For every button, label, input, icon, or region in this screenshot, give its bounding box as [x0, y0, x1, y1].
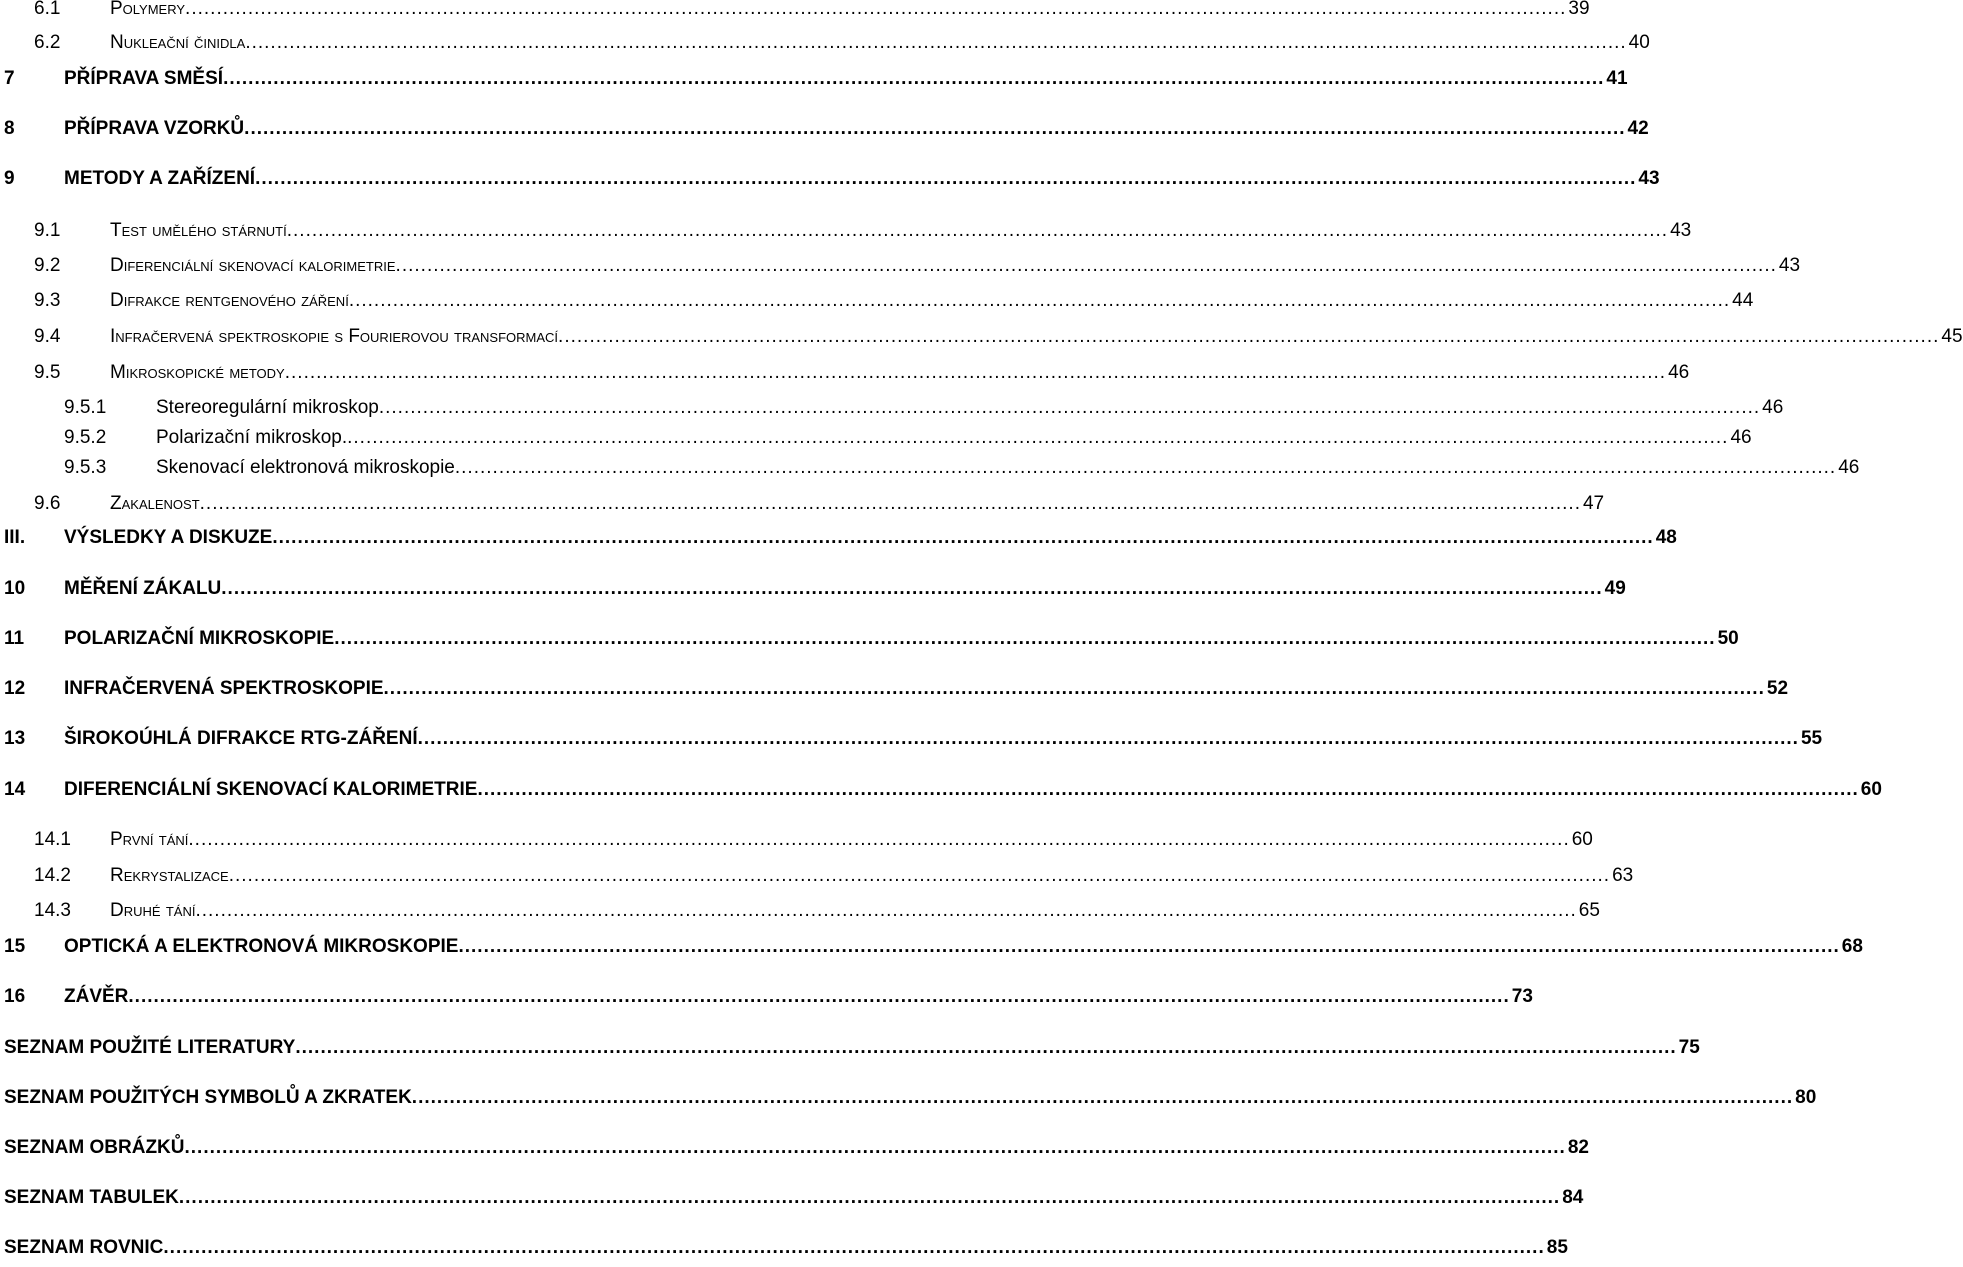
- toc-entry-title: SEZNAM POUŽITÉ LITERATURY: [4, 1037, 296, 1058]
- toc-entry-number: 12: [4, 678, 26, 699]
- toc-entry[interactable]: [0, 68, 1628, 98]
- dot-leader: ............................................................................................................................................................................................................................: [458, 936, 1840, 957]
- toc-entry-page: 80: [1795, 1087, 1817, 1108]
- dot-leader: ............................................................................................................................................................................................................................: [454, 457, 1837, 478]
- toc-entry-number: 16: [4, 986, 26, 1007]
- toc-entry-page: 73: [1511, 986, 1533, 1007]
- toc-entry-number: 9: [4, 168, 15, 189]
- toc-entry[interactable]: [0, 779, 1882, 809]
- toc-entry[interactable]: [0, 397, 1784, 427]
- toc-entry-number: 14.2: [34, 865, 71, 886]
- toc-entry-page: 63: [1612, 865, 1634, 886]
- toc-entry-title: Druhé tání: [110, 900, 196, 921]
- toc-entry-number: 13: [4, 728, 26, 749]
- toc-entry-title: Stereoregulární mikroskop: [156, 397, 379, 418]
- toc-entry[interactable]: [0, 986, 1533, 1016]
- toc-entry-page: 65: [1578, 900, 1600, 921]
- toc-entry[interactable]: [0, 326, 1963, 356]
- toc-entry-title: PŘÍPRAVA SMĚSÍ: [64, 68, 224, 89]
- dot-leader: ............................................................................................................................................................................................................................: [184, 1137, 1566, 1158]
- toc-entry-number: 9.6: [34, 493, 61, 514]
- toc-entry-title: První tání: [110, 829, 189, 850]
- toc-entry[interactable]: [0, 936, 1863, 966]
- dot-leader: ............................................................................................................................................................................................................................: [228, 865, 1611, 886]
- dot-leader: ............................................................................................................................................................................................................................: [395, 255, 1777, 276]
- toc-entry[interactable]: [0, 865, 1634, 895]
- toc-entry-number: 9.5.3: [64, 457, 107, 478]
- toc-entry-page: 49: [1604, 578, 1626, 599]
- toc-entry-title: DIFERENCIÁLNÍ SKENOVACÍ KALORIMETRIE: [64, 779, 478, 800]
- toc-entry-title: POLARIZAČNÍ MIKROSKOPIE: [64, 628, 335, 649]
- toc-entry-number: 9.5.1: [64, 397, 107, 418]
- toc-entry[interactable]: [0, 1137, 1589, 1167]
- toc-entry[interactable]: [0, 290, 1754, 320]
- toc-entry-title: INFRAČERVENÁ SPEKTROSKOPIE: [64, 678, 384, 699]
- toc-entry[interactable]: [0, 678, 1789, 708]
- toc-entry-number: 10: [4, 578, 26, 599]
- toc-entry[interactable]: [0, 255, 1801, 285]
- toc-entry-title: MĚŘENÍ ZÁKALU: [64, 578, 222, 599]
- toc-entry[interactable]: [0, 728, 1823, 758]
- toc-entry[interactable]: [0, 457, 1860, 487]
- toc-entry-page: 75: [1678, 1037, 1700, 1058]
- dot-leader: ............................................................................................................................................................................................................................: [223, 68, 1605, 89]
- toc-entry-title: Nukleační činidla: [110, 32, 246, 53]
- toc-entry[interactable]: [0, 493, 1605, 523]
- dot-leader: ............................................................................................................................................................................................................................: [272, 527, 1654, 548]
- toc-entry-title: VÝSLEDKY A DISKUZE: [64, 527, 273, 548]
- toc-entry[interactable]: [0, 527, 1677, 557]
- toc-entry[interactable]: [0, 362, 1690, 392]
- dot-leader: ............................................................................................................................................................................................................................: [128, 986, 1510, 1007]
- dot-leader: ............................................................................................................................................................................................................................: [558, 326, 1940, 347]
- toc-entry-title: Polymery: [110, 0, 186, 19]
- toc-entry-page: 40: [1628, 32, 1650, 53]
- toc-entry-title: SEZNAM TABULEK: [4, 1187, 179, 1208]
- toc-entry-number: 14.1: [34, 829, 71, 850]
- dot-leader: ............................................................................................................................................................................................................................: [245, 32, 1627, 53]
- toc-entry-title: OPTICKÁ A ELEKTRONOVÁ MIKROSKOPIE: [64, 936, 459, 957]
- dot-leader: ............................................................................................................................................................................................................................: [188, 829, 1570, 850]
- toc-entry[interactable]: [0, 900, 1600, 930]
- toc-entry-page: 52: [1766, 678, 1789, 699]
- toc-entry[interactable]: [0, 32, 1650, 62]
- toc-entry[interactable]: [0, 118, 1649, 148]
- dot-leader: ............................................................................................................................................................................................................................: [221, 578, 1603, 599]
- toc-entry-title: SEZNAM OBRÁZKŮ: [4, 1137, 185, 1158]
- dot-leader: ............................................................................................................................................................................................................................: [378, 397, 1761, 418]
- toc-entry-title: SEZNAM ROVNIC: [4, 1237, 164, 1258]
- dot-leader: ............................................................................................................................................................................................................................: [255, 168, 1637, 189]
- toc-entry[interactable]: [0, 168, 1660, 198]
- dot-leader: ............................................................................................................................................................................................................................: [347, 427, 1729, 448]
- toc-entry-title: SEZNAM POUŽITÝCH SYMBOLŮ A ZKRATEK: [4, 1087, 412, 1108]
- toc-entry-page: 60: [1571, 829, 1593, 850]
- dot-leader: ............................................................................................................................................................................................................................: [185, 0, 1567, 19]
- dot-leader: ............................................................................................................................................................................................................................: [348, 290, 1731, 311]
- toc-entry-number: 8: [4, 118, 15, 139]
- toc-entry[interactable]: [0, 829, 1593, 859]
- toc-entry-page: 48: [1655, 527, 1677, 548]
- toc-entry-title: ZÁVĚR: [64, 986, 129, 1007]
- toc-entry-title: Difrakce rentgenového záření: [110, 290, 349, 311]
- toc-entry-page: 84: [1562, 1187, 1584, 1208]
- toc-entry-page: 46: [1730, 427, 1752, 448]
- toc-entry[interactable]: [0, 578, 1626, 608]
- toc-entry-number: 6.2: [34, 32, 61, 53]
- toc-entry-title: PŘÍPRAVA VZORKŮ: [64, 118, 245, 139]
- toc-entry-number: 11: [4, 628, 25, 649]
- toc-entry[interactable]: [0, 1187, 1584, 1217]
- toc-entry[interactable]: [0, 220, 1692, 250]
- dot-leader: ............................................................................................................................................................................................................................: [334, 628, 1716, 649]
- toc-entry-title: Polarizační mikroskop.: [156, 427, 348, 448]
- toc-entry-page: 46: [1838, 457, 1860, 478]
- dot-leader: ............................................................................................................................................................................................................................: [411, 1087, 1794, 1108]
- toc-entry-page: 46: [1762, 397, 1784, 418]
- toc-entry-page: 43: [1638, 168, 1660, 189]
- toc-entry-number: III.: [4, 527, 26, 548]
- dot-leader: ............................................................................................................................................................................................................................: [383, 678, 1765, 699]
- toc-entry[interactable]: [0, 628, 1739, 658]
- toc-entry-page: 42: [1627, 118, 1649, 139]
- toc-entry-number: 14.3: [34, 900, 71, 921]
- dot-leader: ............................................................................................................................................................................................................................: [417, 728, 1799, 749]
- toc-entry-page: 46: [1668, 362, 1690, 383]
- toc-entry-page: 43: [1670, 220, 1692, 241]
- toc-entry-number: 9.5.2: [64, 427, 107, 448]
- dot-leader: ............................................................................................................................................................................................................................: [178, 1187, 1561, 1208]
- dot-leader: ............................................................................................................................................................................................................................: [286, 220, 1669, 241]
- toc-entry-title: METODY A ZAŘÍZENÍ: [64, 168, 256, 189]
- toc-entry-page: 68: [1841, 936, 1863, 957]
- toc-entry-page: 44: [1732, 290, 1754, 311]
- toc-entry-number: 7: [4, 68, 15, 89]
- toc-entry-title: Mikroskopické metody: [110, 362, 285, 383]
- toc-entry[interactable]: [0, 427, 1752, 457]
- toc-entry-number: 15: [4, 936, 26, 957]
- toc-entry-number: 9.4: [34, 326, 61, 347]
- toc-entry[interactable]: [0, 1237, 1568, 1267]
- toc-entry-number: 9.2: [34, 255, 61, 276]
- toc-entry-title: Infračervená spektroskopie s Fourierovou transformací: [110, 326, 559, 347]
- toc-entry-page: 43: [1778, 255, 1801, 276]
- toc-entry-number: 6.1: [34, 0, 61, 19]
- toc-entry-number: 14: [4, 779, 26, 800]
- toc-entry-title: Skenovací elektronová mikroskopie: [156, 457, 455, 478]
- dot-leader: ............................................................................................................................................................................................................................: [244, 118, 1626, 139]
- toc-entry[interactable]: [0, 1037, 1700, 1067]
- toc-entry-page: 60: [1860, 779, 1882, 800]
- dot-leader: ............................................................................................................................................................................................................................: [199, 493, 1581, 514]
- toc-entry-title: Rekrystalizace: [110, 865, 229, 886]
- toc-entry-page: 39: [1568, 0, 1590, 19]
- dot-leader: ............................................................................................................................................................................................................................: [295, 1037, 1677, 1058]
- toc-entry-page: 50: [1717, 628, 1739, 649]
- toc-entry-number: 9.1: [34, 220, 61, 241]
- toc-entry-page: 47: [1582, 493, 1605, 514]
- toc-entry-title: Zakalenost: [110, 493, 200, 514]
- toc-entry[interactable]: [0, 1087, 1817, 1117]
- toc-entry-page: 45: [1941, 326, 1963, 347]
- dot-leader: ............................................................................................................................................................................................................................: [477, 779, 1859, 800]
- dot-leader: ............................................................................................................................................................................................................................: [284, 362, 1667, 383]
- toc-entry-title: Diferenciální skenovací kalorimetrie: [110, 255, 396, 276]
- toc-entry[interactable]: [0, 0, 1590, 28]
- toc-entry-number: 9.3: [34, 290, 61, 311]
- toc-entry-number: 9.5: [34, 362, 61, 383]
- toc-entry-page: 85: [1546, 1237, 1568, 1258]
- toc-entry-title: ŠIROKOÚHLÁ DIFRAKCE RTG-ZÁŘENÍ: [64, 728, 418, 749]
- toc-entry-page: 82: [1567, 1137, 1589, 1158]
- dot-leader: ............................................................................................................................................................................................................................: [163, 1237, 1545, 1258]
- toc-entry-page: 55: [1800, 728, 1823, 749]
- dot-leader: ............................................................................................................................................................................................................................: [195, 900, 1577, 921]
- toc-entry-title: Test umělého stárnutí: [110, 220, 287, 241]
- toc-entry-page: 41: [1606, 68, 1628, 89]
